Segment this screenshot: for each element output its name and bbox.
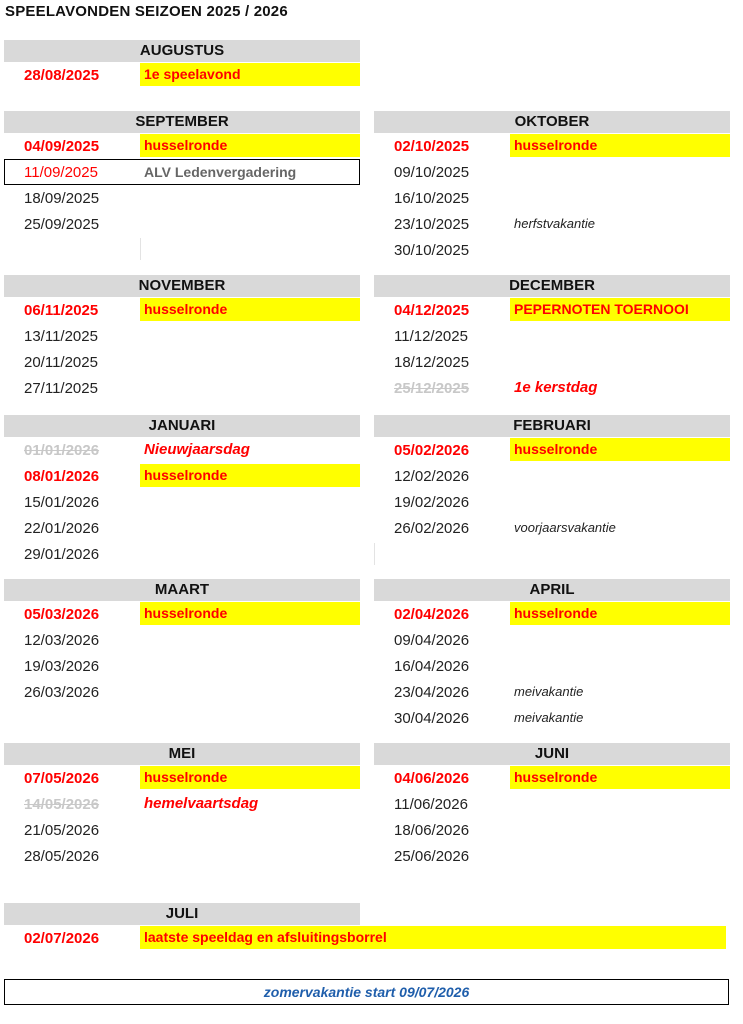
date: 11/12/2025	[394, 328, 468, 345]
date: 13/11/2025	[24, 328, 98, 345]
date: 09/04/2026	[394, 632, 470, 649]
month-header: FEBRUARI	[374, 415, 730, 437]
event-label: meivakantie	[514, 710, 584, 725]
event-label: 1e kerstdag	[514, 379, 598, 396]
list-item	[4, 349, 360, 375]
event-label: husselronde	[140, 134, 360, 157]
month-april	[374, 579, 730, 731]
list-item	[374, 237, 730, 263]
list-item	[374, 489, 730, 515]
month-header: JANUARI	[4, 415, 360, 437]
list-item	[4, 925, 730, 951]
list-item	[374, 375, 730, 401]
date: 02/04/2026	[394, 606, 470, 623]
month-februari	[374, 415, 730, 541]
event-label: husselronde	[510, 134, 730, 157]
date: 15/01/2026	[24, 494, 100, 511]
list-item	[374, 653, 730, 679]
date: 18/09/2025	[24, 190, 100, 207]
date: 05/02/2026	[394, 442, 470, 459]
month-januari	[4, 415, 360, 567]
list-item	[4, 627, 360, 653]
list-item	[4, 185, 360, 211]
list-item	[4, 843, 360, 869]
event-label: ALV Ledenvergadering	[144, 164, 297, 180]
month-november	[4, 275, 360, 401]
month-header: JULI	[4, 903, 360, 925]
list-item	[4, 489, 360, 515]
month-juni	[374, 743, 730, 869]
page-title: SPEELAVONDEN SEIZOEN 2025 / 2026	[5, 3, 288, 20]
date: 02/07/2026	[24, 930, 100, 947]
event-label: hemelvaartsdag	[144, 795, 259, 812]
date: 01/01/2026	[24, 442, 100, 459]
date: 05/03/2026	[24, 606, 100, 623]
date: 29/01/2026	[24, 546, 100, 563]
date: 23/10/2025	[394, 216, 470, 233]
list-item	[374, 133, 730, 159]
date: 11/06/2026	[394, 796, 468, 813]
list-item	[4, 463, 360, 489]
date: 12/03/2026	[24, 632, 100, 649]
list-item	[374, 515, 730, 541]
event-label: laatste speeldag en afsluitingsborrel	[140, 926, 726, 949]
date: 25/06/2026	[394, 848, 470, 865]
month-header: SEPTEMBER	[4, 111, 360, 133]
list-item	[374, 843, 730, 869]
list-item	[4, 765, 360, 791]
event-label: husselronde	[140, 602, 360, 625]
event-label: 1e speelavond	[140, 63, 360, 86]
event-label: PEPERNOTEN TOERNOOI	[510, 298, 730, 321]
event-label: husselronde	[510, 766, 730, 789]
month-maart	[4, 579, 360, 705]
month-mei	[4, 743, 360, 869]
month-header: OKTOBER	[374, 111, 730, 133]
list-item	[4, 62, 360, 88]
date: 07/05/2026	[24, 770, 100, 787]
month-header: APRIL	[374, 579, 730, 601]
list-item	[374, 627, 730, 653]
date: 16/04/2026	[394, 658, 470, 675]
list-item	[4, 541, 360, 567]
event-label: husselronde	[140, 766, 360, 789]
list-item	[4, 791, 360, 817]
event-label: husselronde	[510, 602, 730, 625]
list-item	[374, 349, 730, 375]
date: 21/05/2026	[24, 822, 100, 839]
event-label: voorjaarsvakantie	[514, 520, 616, 535]
date: 25/12/2025	[394, 380, 470, 397]
date: 25/09/2025	[24, 216, 100, 233]
date: 23/04/2026	[394, 684, 470, 701]
month-header: AUGUSTUS	[4, 40, 360, 62]
list-item	[4, 601, 360, 627]
list-item	[374, 765, 730, 791]
list-item	[374, 601, 730, 627]
list-item	[4, 133, 360, 159]
date: 06/11/2025	[24, 302, 99, 319]
list-item	[4, 211, 360, 237]
event-label: husselronde	[140, 298, 360, 321]
date: 28/08/2025	[24, 67, 100, 84]
date: 20/11/2025	[24, 354, 98, 371]
event-label: herfstvakantie	[514, 216, 595, 231]
list-item	[374, 211, 730, 237]
summer-vacation-note: zomervakantie start 09/07/2026	[4, 979, 729, 1005]
list-item	[374, 185, 730, 211]
date: 02/10/2025	[394, 138, 470, 155]
list-item	[4, 817, 360, 843]
divider	[140, 238, 141, 260]
date: 19/02/2026	[394, 494, 470, 511]
list-item	[4, 375, 360, 401]
month-header: MAART	[4, 579, 360, 601]
date: 28/05/2026	[24, 848, 100, 865]
month-december	[374, 275, 730, 401]
list-item	[374, 159, 730, 185]
month-juli	[4, 903, 730, 951]
date: 09/10/2025	[394, 164, 470, 181]
event-label: husselronde	[140, 464, 360, 487]
divider	[374, 543, 375, 565]
date: 18/06/2026	[394, 822, 470, 839]
list-item	[4, 297, 360, 323]
date: 12/02/2026	[394, 468, 470, 485]
date: 14/05/2026	[24, 796, 100, 813]
date: 19/03/2026	[24, 658, 100, 675]
event-label: husselronde	[510, 438, 730, 461]
date: 30/10/2025	[394, 242, 470, 259]
list-item	[374, 463, 730, 489]
date: 26/02/2026	[394, 520, 470, 537]
event-label: meivakantie	[514, 684, 584, 699]
list-item	[374, 817, 730, 843]
date: 11/09/2025	[24, 164, 98, 181]
date: 16/10/2025	[394, 190, 470, 207]
list-item	[374, 705, 730, 731]
list-item	[374, 437, 730, 463]
list-item	[4, 159, 360, 185]
month-september	[4, 111, 360, 237]
event-label: Nieuwjaarsdag	[144, 441, 250, 458]
month-header: MEI	[4, 743, 360, 765]
date: 22/01/2026	[24, 520, 100, 537]
month-header: JUNI	[374, 743, 730, 765]
date: 30/04/2026	[394, 710, 470, 727]
month-augustus	[4, 40, 360, 88]
list-item	[4, 515, 360, 541]
date: 26/03/2026	[24, 684, 100, 701]
date: 04/09/2025	[24, 138, 100, 155]
month-oktober	[374, 111, 730, 263]
list-item	[4, 437, 360, 463]
month-header: NOVEMBER	[4, 275, 360, 297]
list-item	[374, 297, 730, 323]
date: 04/06/2026	[394, 770, 470, 787]
list-item	[4, 679, 360, 705]
date: 08/01/2026	[24, 468, 100, 485]
list-item	[374, 323, 730, 349]
date: 04/12/2025	[394, 302, 470, 319]
date: 18/12/2025	[394, 354, 470, 371]
list-item	[4, 323, 360, 349]
list-item	[4, 653, 360, 679]
date: 27/11/2025	[24, 380, 98, 397]
month-header: DECEMBER	[374, 275, 730, 297]
list-item	[374, 679, 730, 705]
list-item	[374, 791, 730, 817]
